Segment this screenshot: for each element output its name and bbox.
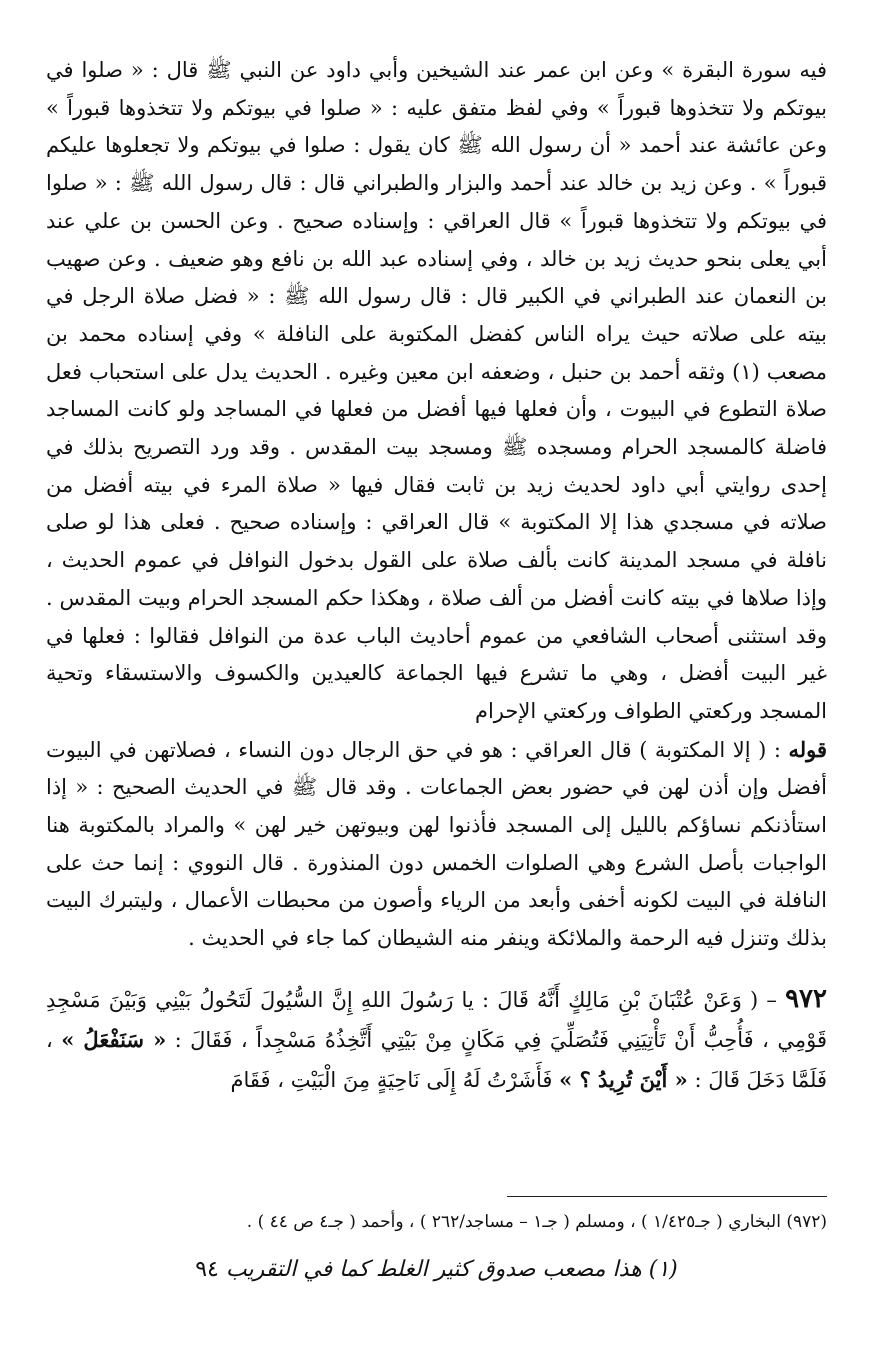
page-number: ٩٤ [195,1257,219,1282]
lead-word: قوله [788,736,827,762]
footnote: (٩٧٢) البخاري ( جـ١/٤٢٥ ) ، ومسلم ( جـ١ – مساجد/٢٦٢ ) ، وأحمد ( جـ٤ ص ٤٤ ) . [246,1212,827,1232]
commentary-text [46,52,827,958]
hadith-text-before: – ( وَعَنْ عُتْبَانَ بْنِ مَالِكٍ أَنَّهُ قَالَ : يا رَسُولَ اللهِ إِنَّ السُّيُولَ لَتَحُولُ بَيْنِي وَبَيْنَ مَسْجِدِ قَوْمِي ، فَأُحِبُّ أَنْ تَأْتِيَنِي فَتُصَلِّيَ فِي مَكَانٍ مِنْ بَيْتِي أَتَّخِذُهُ مَسْجِداً ، فَقَالَ : [46,987,827,1052]
footnote-divider [507,1196,827,1197]
hadith-block [46,980,827,1100]
hadith-text-middle: ، فَلَمَّا دَخَلَ قَالَ : [46,1027,827,1092]
hadith-text-after: فَأَشَرْتُ لَهُ إِلَى نَاحِيَةٍ مِنَ الْبَيْتِ ، فَقَامَ [230,1067,553,1092]
hadith-quote-2: « أَيْنَ تُرِيدُ ؟ » [559,1066,688,1092]
commentary-paragraph: فيه سورة البقرة » وعن ابن عمر عند الشيخين وأبي داود عن النبي ﷺ قال : « صلوا في بيوتكم ولا تتخذوها قبوراً » وفي لفظ متفق عليه : « صلوا في بيوتكم ولا تتخذوها قبوراً » وعن عائشة عند أحمد « أن رسول الله ﷺ كان يقول : صلوا في بيوتكم ولا تجعلوها عليكم قبوراً » . وعن زيد بن خالد عند أحمد والبزار والطبراني قال : قال رسول الله ﷺ : « صلوا في بيوتكم ولا تتخذوها قبوراً » قال العراقي : وإسناده صحيح . وعن الحسن بن علي عند أبي يعلى بنحو حديث زيد بن خالد ، وفي إسناده عبد الله بن نافع وهو ضعيف . وعن صهيب بن النعمان عند الطبراني في الكبير قال : قال رسول الله ﷺ : « فضل صلاة الرجل في بيته على صلاته حيث يراه الناس كفضل المكتوبة على النافلة » وفي إسناده محمد بن مصعب (١) وثقه أحمد بن حنبل ، وضعفه ابن معين وغيره . الحديث يدل على استحباب فعل صلاة التطوع في البيوت ، وأن فعلها فيها أفضل من فعلها في المساجد ولو كانت المساجد فاضلة كالمسجد الحرام ومسجده ﷺ ومسجد بيت المقدس . وقد ورد التصريح بذلك في إحدى روايتي أبي داود لحديث زيد بن ثابت فقال فيها « صلاة المرء في بيته أفضل من صلاته في مسجدي هذا إلا المكتوبة » قال العراقي : وإسناده صحيح . فعلى هذا لو صلى نافلة في مسجد المدينة كانت بألف صلاة على القول بدخول النوافل في عموم الحديث ، وإذا صلاها في بيته كانت أفضل من ألف صلاة ، وهكذا حكم المسجد الحرام وبيت المقدس . وقد استثنى أصحاب الشافعي من عموم أحاديث الباب عدة من النوافل فقالوا : فعلها في غير البيت أفضل ، وهي ما تشرع فيها الجماعة كالعيدين والكسوف والاستسقاء وتحية المسجد وركعتي الطواف وركعتي الإحرام [46,58,827,723]
handwritten-note-text: (١) هذا مصعب صدوق كثير الغلط كما في التقريب [225,1257,678,1282]
hadith-number: ٩٧٢ [785,983,827,1014]
hadith-quote-1: « سَنَفْعَلُ » [61,1026,167,1052]
handwritten-note [0,1250,873,1290]
commentary-paragraph-2-text: : ( إلا المكتوبة ) قال العراقي : هو في حق الرجال دون النساء ، فصلاتهن في البيوت أفضل وإن أذن لهن في حضور بعض الجماعات . وقد قال ﷺ في الحديث الصحيح : « إذا استأذنكم نساؤكم بالليل إلى المسجد فأذنوا لهن وبيوتهن خير لهن » والمراد بالمكتوبة هنا الواجبات بأصل الشرع وهي الصلوات الخمس دون المنذورة . قال النووي : إنما حث على النافلة في البيت لكونه أخفى وأبعد من الرياء وأصون من محبطات الأعمال ، وليتبرك البيت بذلك وتنزل فيه الرحمة والملائكة وينفر منه الشيطان كما جاء في الحديث . [46,737,827,951]
commentary-paragraph-2 [46,731,827,958]
